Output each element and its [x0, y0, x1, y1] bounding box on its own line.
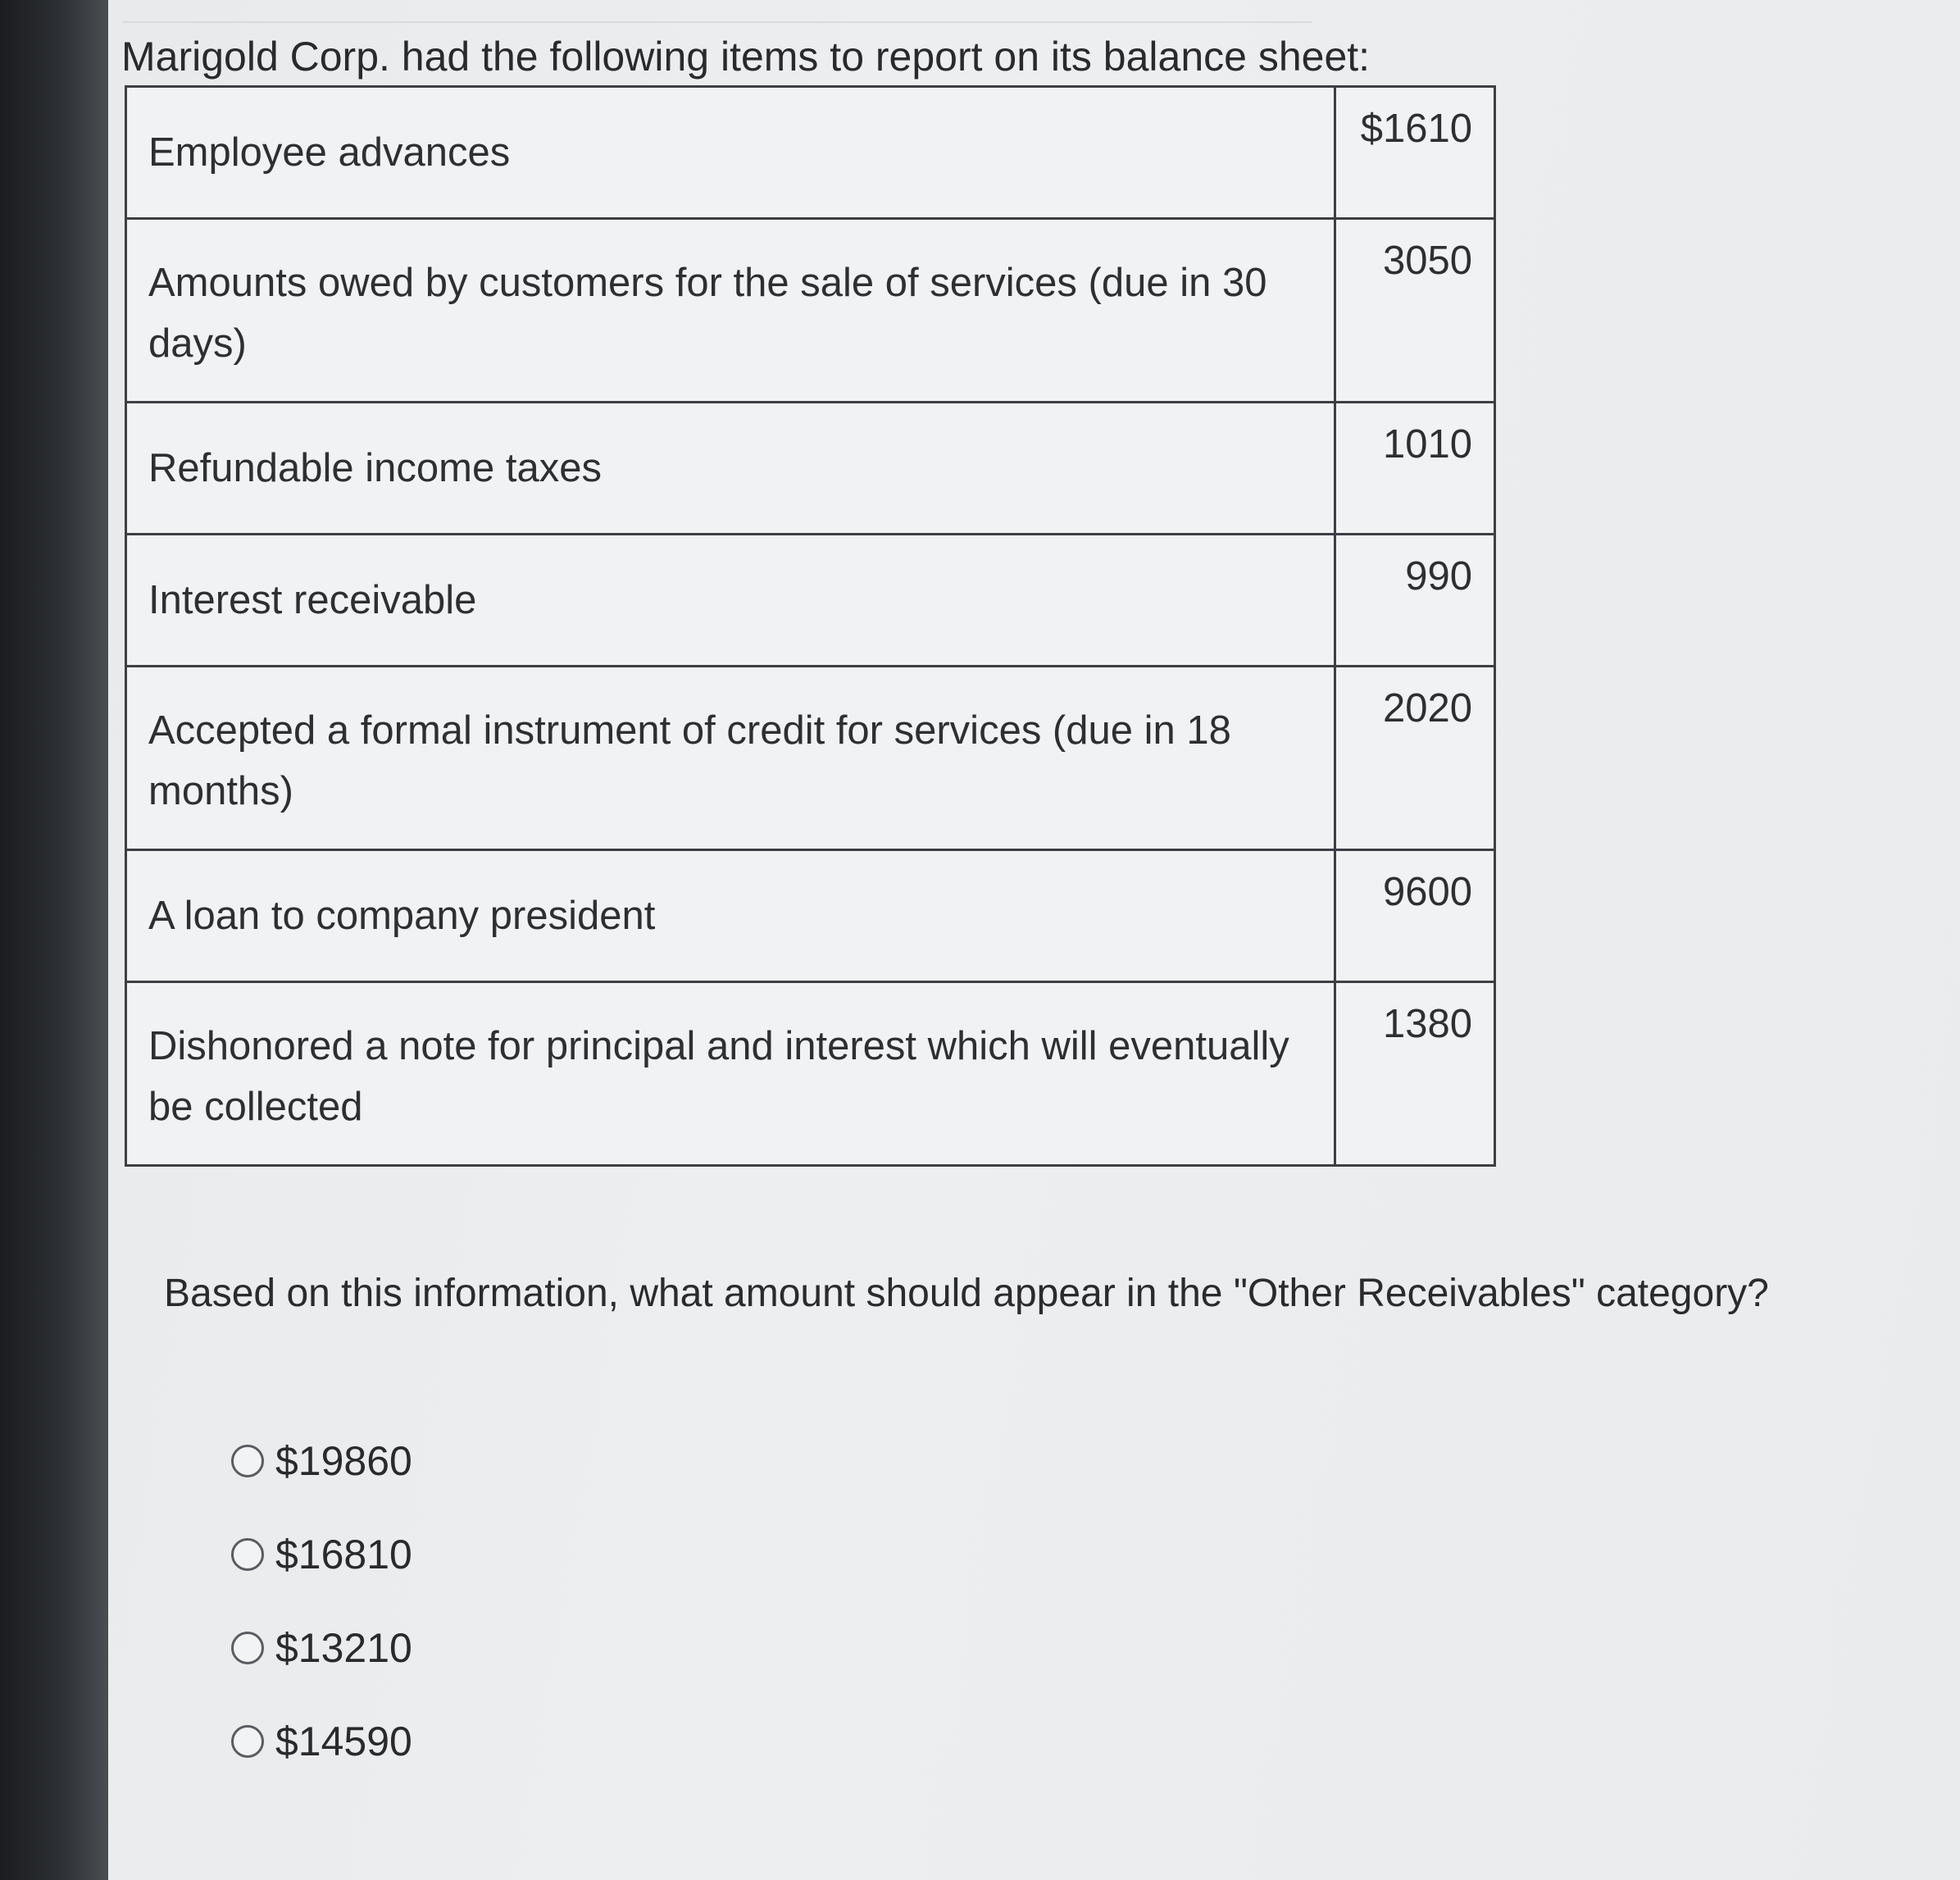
item-label: Amounts owed by customers for the sale of services (due in 30 days) [126, 219, 1335, 403]
answer-option-2[interactable] [231, 1530, 412, 1579]
item-label: Accepted a formal instrument of credit for services (due in 18 months) [126, 667, 1335, 850]
radio-button[interactable] [231, 1725, 264, 1758]
table-row [126, 219, 1495, 403]
table-row [126, 403, 1495, 535]
option-label: $14590 [275, 1718, 412, 1764]
option-label: $19860 [275, 1438, 412, 1484]
answer-option-4[interactable] [231, 1717, 412, 1766]
option-label: $16810 [275, 1532, 412, 1577]
item-amount: 990 [1335, 535, 1495, 667]
answer-options [231, 1436, 412, 1810]
table-row [126, 667, 1495, 850]
monitor-bezel [0, 0, 108, 1880]
table-row [126, 87, 1495, 219]
item-amount: 1380 [1335, 982, 1495, 1166]
item-amount: 3050 [1335, 219, 1495, 403]
item-label: A loan to company president [126, 850, 1335, 982]
item-label: Employee advances [126, 87, 1335, 219]
radio-button[interactable] [231, 1445, 264, 1477]
table-row [126, 850, 1495, 982]
option-label: $13210 [275, 1625, 412, 1671]
balance-items-table [125, 85, 1496, 1167]
question-prompt: Based on this information, what amount should appear in the "Other Receivables" category? [164, 1272, 1769, 1315]
answer-option-3[interactable] [231, 1623, 412, 1673]
table-row [126, 535, 1495, 667]
answer-option-1[interactable] [231, 1436, 412, 1486]
item-label: Interest receivable [126, 535, 1335, 667]
question-heading: Marigold Corp. had the following items to report on its balance sheet: [121, 34, 1371, 80]
item-amount: 2020 [1335, 667, 1495, 850]
radio-button[interactable] [231, 1632, 264, 1664]
table-row [126, 982, 1495, 1166]
item-amount: $1610 [1335, 87, 1495, 219]
item-amount: 9600 [1335, 850, 1495, 982]
item-label: Dishonored a note for principal and interest which will eventually be collected [126, 982, 1335, 1166]
item-label: Refundable income taxes [126, 403, 1335, 535]
radio-button[interactable] [231, 1538, 264, 1571]
item-amount: 1010 [1335, 403, 1495, 535]
divider [123, 21, 1312, 23]
